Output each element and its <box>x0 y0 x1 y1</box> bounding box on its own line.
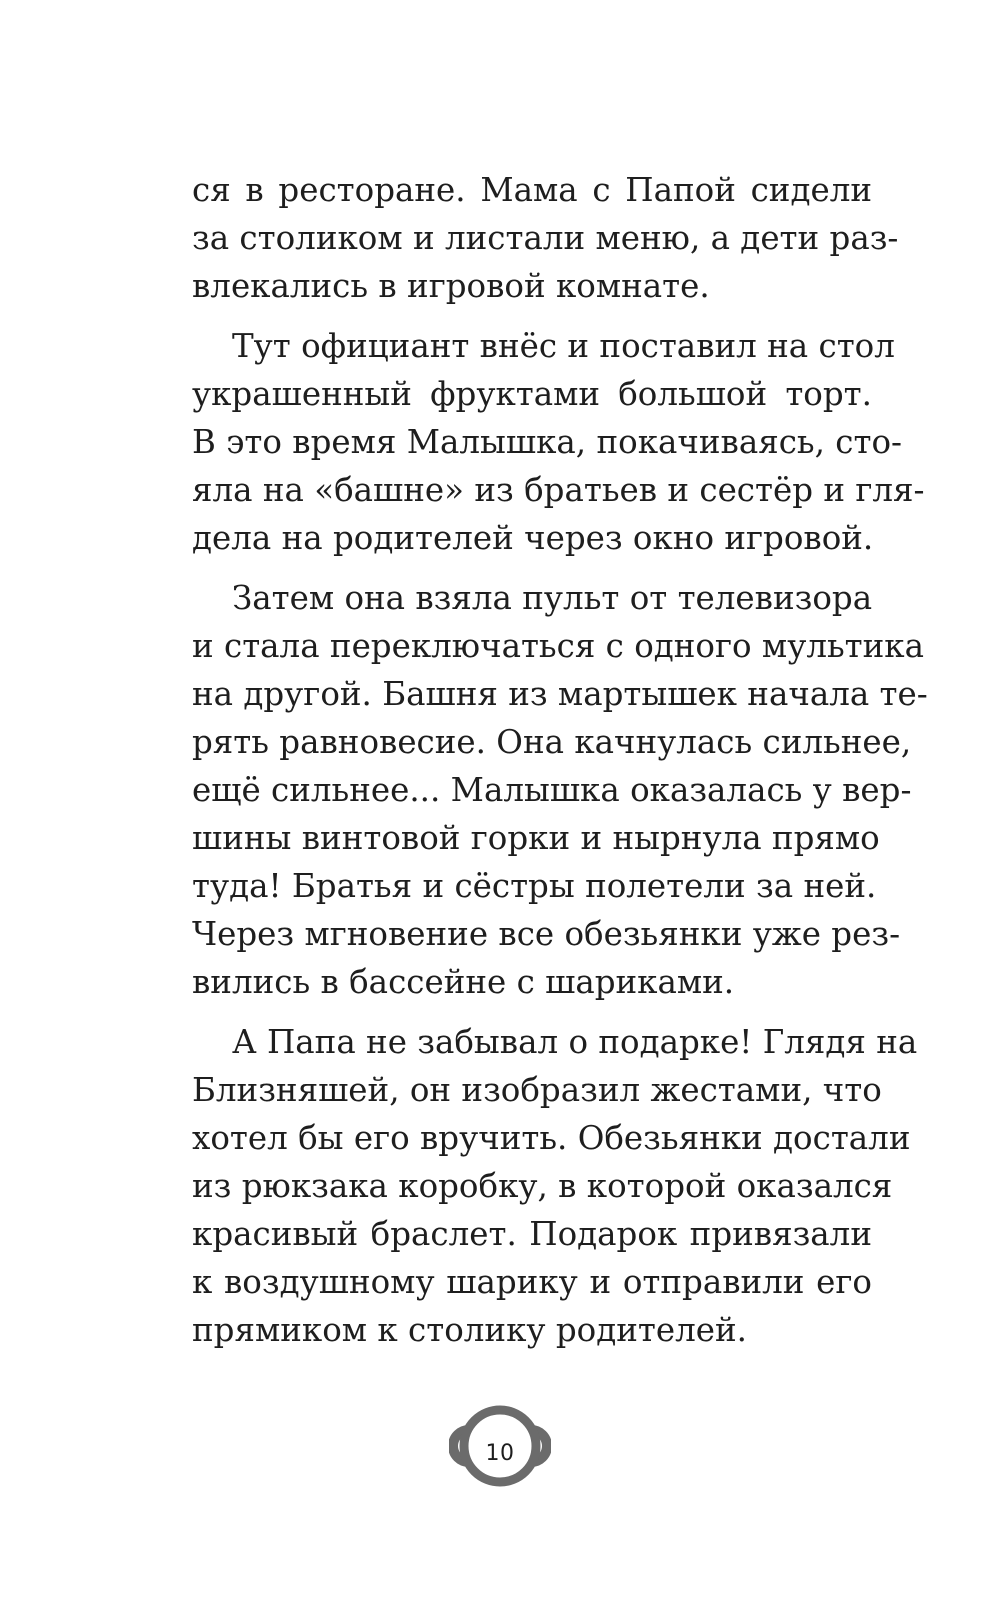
text-line: шины винтовой горки и нырнула прямо <box>192 819 880 857</box>
text-line: за столиком и листали меню, а дети раз- <box>192 219 899 257</box>
text-line: туда! Братья и сёстры полетели за ней. <box>192 867 877 905</box>
text-line: ся в ресторане. Мама с Папой сидели <box>192 171 872 209</box>
text-line: В это время Малышка, покачиваясь, сто- <box>192 423 903 461</box>
text-line: яла на «башне» из братьев и сестёр и гля- <box>192 471 925 509</box>
text-line: вились в бассейне с шариками. <box>192 963 735 1001</box>
paragraph-2 <box>192 322 925 562</box>
text-line: красивый браслет. Подарок привязали <box>192 1215 872 1253</box>
page-number: 10 <box>485 1441 515 1466</box>
text-line: украшенный фруктами большой торт. <box>192 375 872 413</box>
text-line: рять равновесие. Она качнулась сильнее, <box>192 723 912 761</box>
page-body <box>192 166 928 1366</box>
text-line: Через мгновение все обезьянки уже рез- <box>192 915 901 953</box>
text-line: на другой. Башня из мартышек начала те- <box>192 675 928 713</box>
text-line: ещё сильнее... Малышка оказалась у вер- <box>192 771 912 809</box>
text-line: хотел бы его вручить. Обезьянки достали <box>192 1119 911 1157</box>
text-line: влекались в игровой комнате. <box>192 267 710 305</box>
paragraph-1 <box>192 166 899 310</box>
text-line: прямиком к столику родителей. <box>192 1311 747 1349</box>
text-line: Тут официант внёс и поставил на стол <box>232 327 895 365</box>
text-line: и стала переключаться с одного мультика <box>192 627 924 665</box>
text-line: из рюкзака коробку, в которой оказался <box>192 1167 893 1205</box>
text-line: к воздушному шарику и отправили его <box>192 1263 872 1301</box>
text-line: А Папа не забывал о подарке! Глядя на <box>232 1023 918 1061</box>
paragraph-4 <box>192 1018 918 1354</box>
text-line: дела на родителей через окно игровой. <box>192 519 874 557</box>
text-line: Близняшей, он изобразил жестами, что <box>192 1071 882 1109</box>
paragraph-3 <box>192 574 928 1006</box>
page-number-ornament <box>0 1403 1000 1523</box>
text-line: Затем она взяла пульт от телевизора <box>232 579 873 617</box>
